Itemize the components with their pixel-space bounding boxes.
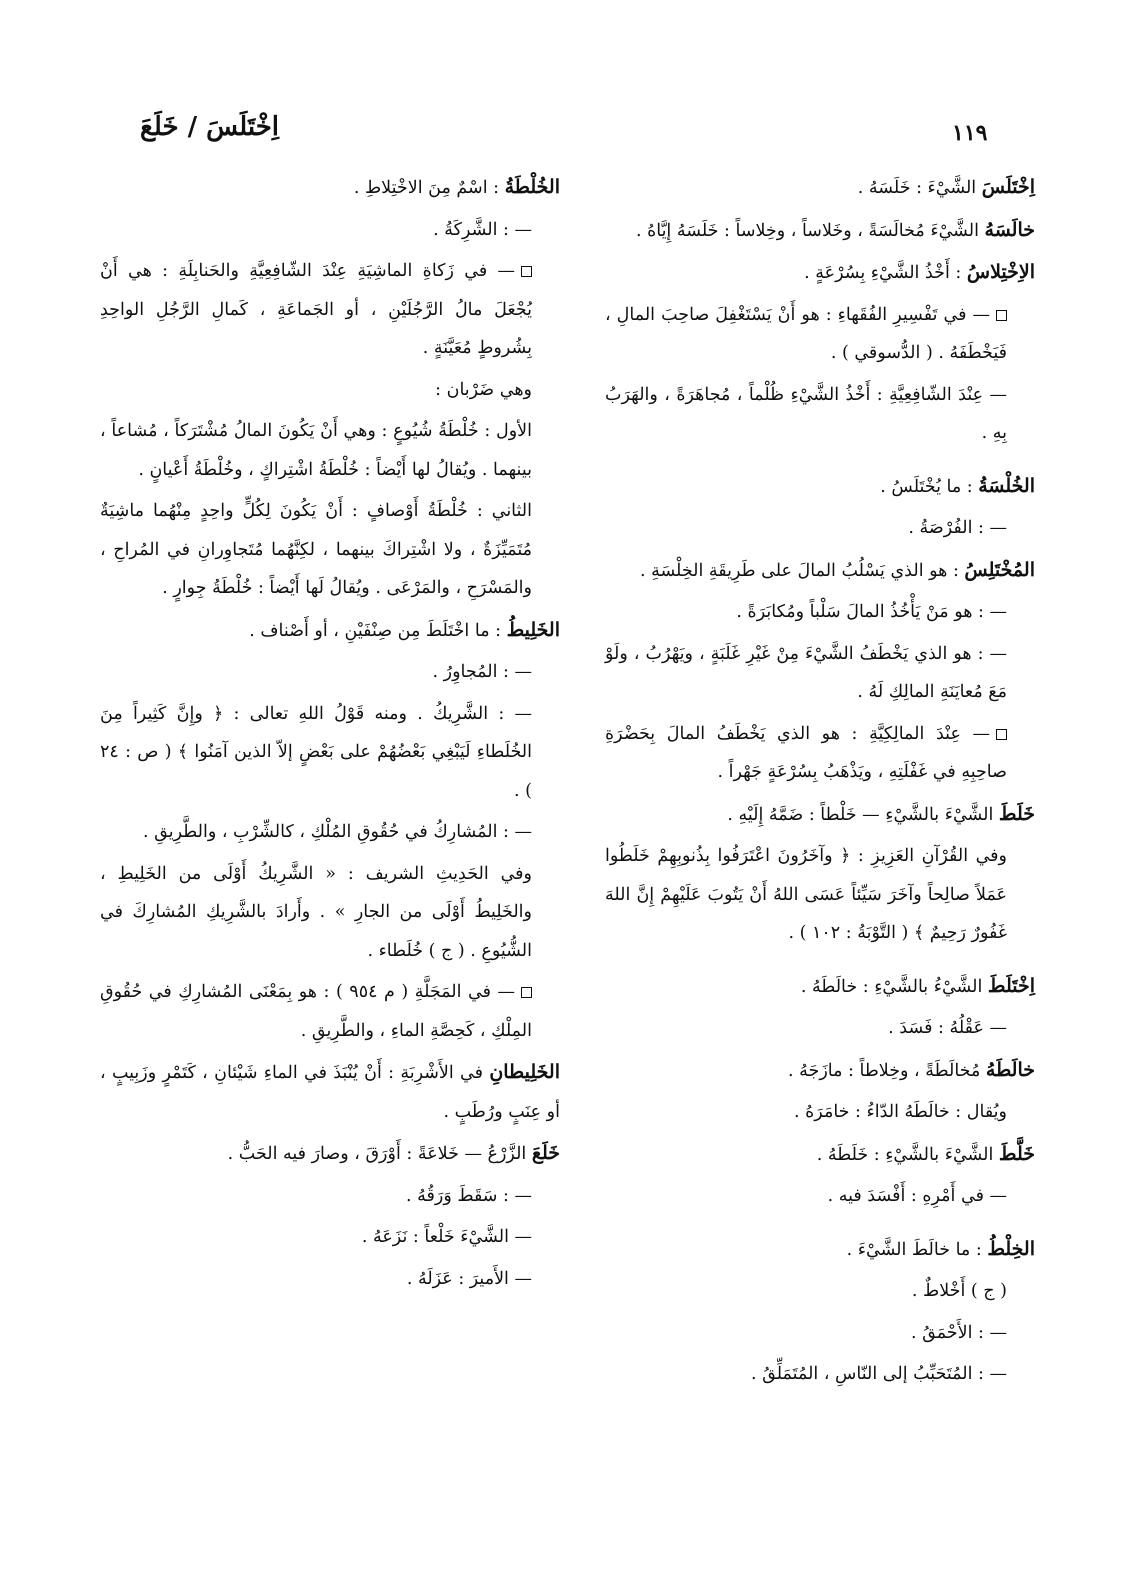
entry-sense <box>605 1177 1035 1216</box>
entry-sense <box>605 715 1035 792</box>
entry-sense <box>605 376 1035 453</box>
entry-headword: اِخْتَلَسَ <box>981 176 1035 198</box>
entry <box>605 168 1035 208</box>
right-column <box>605 168 1035 1397</box>
entry-headword: خَلَطَ <box>998 802 1035 825</box>
entry-text: : ما خالَطَ الشَّيْءَ . <box>846 1239 988 1260</box>
entry-sense <box>100 1177 560 1216</box>
entry <box>100 168 560 208</box>
entry <box>605 795 1035 835</box>
entry-headword: خَلَّطَ <box>998 1142 1035 1165</box>
entry-sense <box>605 1009 1035 1048</box>
entry-text: — : هو الذي يَخْطَفُ الشَّيْءَ مِنْ غَيْرِ غَلَبَةٍ ، ويَهْرُبُ ، ولَوْ مَعَ مُعايَنَةِ المالِكِ لَهُ . <box>605 643 1007 702</box>
entry-text: — في أَمْرِهِ : أَفْسَدَ فيه . <box>827 1186 1007 1206</box>
entry-sense <box>605 1355 1035 1394</box>
entry-text: وهي ضَرْبان : <box>435 379 532 400</box>
entry <box>605 211 1035 251</box>
entry-text: في الأَشْرِبَةِ : أَنْ يُنْبَذَ في الماءِ شَيْئانِ ، كَتَمْرٍ وزَبِيبٍ ، أو عِنَبٍ ورُطَبٍ . <box>100 1063 560 1122</box>
entry-text: وفي الحَدِيثِ الشريف : « الشَّرِيكُ أَوْلَى من الخَلِيطِ ، والخَلِيطُ أَوْلَى من الجارِ » . وأَرادَ بالشَّرِيكِ المُشارِكَ في الشُّيُوعِ . ( ج ) خُلَطاء . <box>100 863 532 961</box>
entry-text: الزَّرْعُ — خَلاعَةً : أَوْرَقَ ، وصارَ فيه الحَبُّ . <box>227 1144 532 1164</box>
entry-text: : اسْمٌ مِنَ الاخْتِلاطِ . <box>353 178 505 198</box>
entry <box>605 467 1035 507</box>
entry-sense <box>100 1260 560 1299</box>
entry-headword: خالَسَهُ <box>984 218 1035 241</box>
entry-sense <box>605 635 1035 712</box>
entry-headword: الخَلِيطُ <box>506 618 560 641</box>
entry-headword: المُخْتَلِسُ <box>964 558 1035 581</box>
entry-text: — الأَميرَ : عَزَلَهُ . <box>406 1268 532 1289</box>
entry-text: الشَّيْءَ مُخالَسَةً ، وخَلاساً ، وخِلاساً : خَلَسَهُ إِيَّاهُ . <box>635 220 985 241</box>
entry <box>605 551 1035 591</box>
entry-headword: الخَلِيطانِ <box>489 1061 560 1083</box>
entry-headword: اِخْتَلَطَ <box>987 974 1035 997</box>
entry-text: — عِنْدَ الشّافِعِيَّةِ : أَخْذُ الشَّيْءِ ظُلْماً ، مُجاهَرَةً ، والهَرَبُ بِهِ . <box>605 384 1007 443</box>
entry <box>605 1230 1035 1270</box>
entry-text: — : المُجاوِرُ . <box>432 662 532 682</box>
entry-sense <box>100 695 560 811</box>
entry-sense <box>100 371 560 410</box>
entry-sense <box>605 1272 1035 1311</box>
entry-sense <box>100 855 560 971</box>
entry-sense <box>100 813 560 852</box>
entry-text: الشَّيْءَ بالشَّيْءِ — خَلْطاً : ضَمَّهُ إِلَيْهِ . <box>727 804 999 825</box>
entry-sense <box>605 837 1035 953</box>
entry-text: ( ج ) أَخْلاطٌ . <box>911 1281 1007 1301</box>
entry-text: — عِنْدَ المالِكِيَّةِ : هو الذي يَخْطَفُ المالَ بِحَضْرَةِ صاحِبِهِ في غَفْلَتِهِ ، ويَذْهَبُ بِسُرْعَةٍ جَهْراً . <box>605 723 1007 782</box>
entry-text: الشَّيْءَ بالشَّيْءِ : خَلَطَهُ . <box>816 1144 999 1165</box>
entry-sense <box>100 1218 560 1257</box>
entry <box>100 1134 560 1174</box>
entry-sense <box>605 1314 1035 1353</box>
entry-text: : ما يُخْتَلَسُ . <box>880 476 979 497</box>
entry-text: — في زَكاةِ الماشِيَةِ عِنْدَ الشّافِعِيَّةِ والحَنابِلَةِ : هي أَنْ يُجْعَلَ مالُ الرَّجُلَيْنِ ، أو الجَماعَةِ ، كَمالِ الرَّجُلِ الواحِدِ بِشُروطٍ مُعَيَّنَةٍ . <box>100 261 532 358</box>
square-marker-icon <box>521 987 532 998</box>
entry-text: — في تَفْسِيرِ الفُقَهاءِ : هو أَنْ يَسْتَغْفِلَ صاحِبَ المالِ ، فَيَخْطَفَهُ . ( الدُّسوقي ) . <box>605 304 1007 363</box>
entry-text: الشَّيْءَ : خَلَسَهُ . <box>857 178 982 198</box>
entry-text: : هو الذي يَسْلُبُ المالَ على طَرِيقَةِ الخِلْسَةِ . <box>639 560 965 581</box>
entry <box>100 1053 560 1131</box>
entry <box>605 1135 1035 1175</box>
entry-headword: الخُلْطَةُ <box>504 176 560 198</box>
entry-text: ويُقال : خالَطَهُ الدّاءُ : خامَرَهُ . <box>794 1102 1007 1122</box>
entry <box>100 611 560 651</box>
page-number: ١١٩ <box>952 120 988 146</box>
entry <box>605 967 1035 1007</box>
entry-sense <box>100 412 560 489</box>
entry-sense <box>605 509 1035 548</box>
entry-text: — : هو مَنْ يَأْخُذُ المالَ سَلْباً ومُكابَرَةً . <box>736 602 1007 622</box>
entry-text: — : الفُرْصَةُ . <box>908 518 1007 538</box>
entry-text: — الشَّيْءَ خَلْعاً : نَزَعَهُ . <box>361 1227 532 1247</box>
left-column <box>100 168 560 1301</box>
entry-headword: الخُلْسَةُ <box>978 474 1035 497</box>
entry <box>605 253 1035 293</box>
entry <box>605 1051 1035 1091</box>
entry-headword: خَلَعَ <box>531 1142 560 1164</box>
entry-sense <box>605 1093 1035 1132</box>
entry-text: : ما اخْتَلَطَ مِن صِنْفَيْنِ ، أو أَصْناف . <box>249 620 507 641</box>
entry-headword: الاِخْتِلاسُ <box>966 261 1035 283</box>
entry-text: — في المَجَلَّةِ ( م ٩٥٤ ) : هو بِمَعْنَى المُشارِكِ في حُقُوقِ المِلْكِ ، كَحِصَّةِ الماءِ ، والطَّرِيقِ . <box>100 982 532 1041</box>
entry-sense <box>605 593 1035 632</box>
entry-text: وفي القُرْآنِ العَزِيزِ : ﴿ وآخَرُونَ اعْتَرَفُوا بِذُنوبِهِمْ خَلَطُوا عَمَلاً صالِحاً وآخَرَ سَيِّئاً عَسَى اللهُ أَنْ يَتُوبَ عَلَيْهِمْ إِنَّ اللهَ غَفُورٌ رَحِيمٌ ﴾ ( التَّوْبَةُ : ١٠٢ ) . <box>605 846 1007 943</box>
square-marker-icon <box>996 310 1007 321</box>
entry-text: — : المُشارِكُ في حُقُوقِ المُلْكِ ، كالشِّرْبِ ، والطَّرِيقِ . <box>143 822 532 842</box>
entry-text: مُخالَطَةً ، وخِلاطاً : مازَجَهُ . <box>788 1060 986 1081</box>
entry-text: — عَقْلُهُ : فَسَدَ . <box>888 1018 1007 1038</box>
entry-headword: خالَطَهُ <box>985 1058 1035 1081</box>
entry-text: — : المُتَحَبِّبُ إلى النّاسِ ، المُتَمَلِّقُ . <box>751 1364 1007 1384</box>
square-marker-icon <box>996 729 1007 740</box>
entry-text: الشَّيْءُ بالشَّيْءِ : خالَطَهُ . <box>800 976 988 997</box>
entry-text: — : الشَّرِكَةُ . <box>433 219 532 240</box>
entry-sense <box>100 492 560 608</box>
entry-text: الأول : خُلْطَةُ شُيُوعٍ : وهي أَنْ يَكُونَ المالُ مُشْتَرَكاً ، مُشاعاً ، بينهما . ويُقالُ لها أَيْضاً : خُلْطَةُ اشْتِراكٍ ، وخُلْطَةُ أَعْيانٍ . <box>100 421 532 480</box>
entry-text: — : الشَّرِيكُ . ومنه قَوْلُ اللهِ تعالى : ﴿ وإِنَّ كَثِيراً مِنَ الخُلَطاءِ لَيَبْغِي بَعْضُهُمْ على بَعْضٍ إلاّ الذين آمَنُوا ﴾ ( ص : ٢٤ ) . <box>100 703 532 801</box>
entry-text: — : سَقَطَ وَرَقُهُ . <box>406 1185 532 1206</box>
entry-sense <box>100 252 560 368</box>
entry-sense <box>605 296 1035 373</box>
entry-sense <box>100 973 560 1050</box>
entry-text: : أَخْذُ الشَّيْءِ بِسُرْعَةٍ . <box>804 263 967 283</box>
entry-sense <box>100 211 560 250</box>
entry-sense <box>100 653 560 692</box>
square-marker-icon <box>521 266 532 277</box>
entry-text: — : الأَحْمَقُ . <box>910 1322 1007 1343</box>
page-header-title: اِخْتَلَسَ / خَلَعَ <box>140 112 280 142</box>
entry-text: الثاني : خُلْطَةُ أَوْصافٍ : أَنْ يَكُونَ لِكُلٍّ واحِدٍ مِنْهُما ماشِيَةٌ مُتَمَيِّزَةٌ ، ولا اشْتِراكَ بينهما ، لكِنَّهُما مُتَجاوِرانِ في المُراحِ ، والمَسْرَحِ ، والمَرْعَى . ويُقالُ لَها أَيْضاً : خُلْطَةُ جِوارٍ . <box>100 501 532 598</box>
entry-headword: الخِلْطُ <box>987 1237 1035 1260</box>
